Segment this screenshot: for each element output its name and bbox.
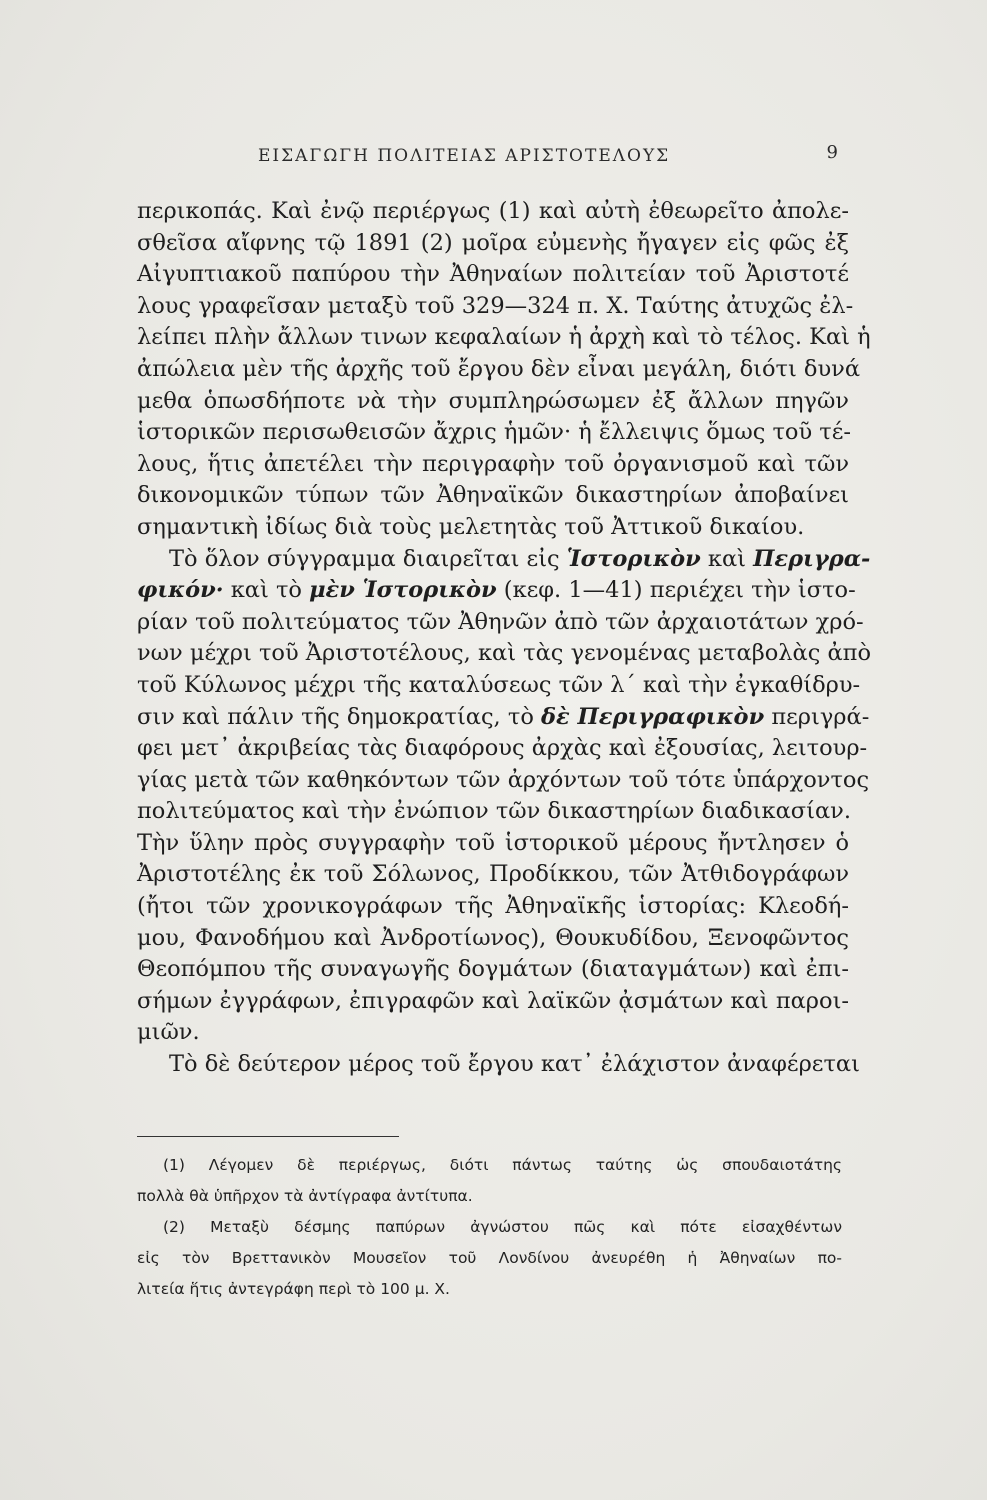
footnote-divider [137,1136,399,1137]
text-line: Θεοπόμπου τῆς συναγωγῆς δογμάτων (διαταγμάτων) καὶ ἐπι- [137,956,849,983]
text-run: Τὸ ὅλον σύγγραμμα διαιρεῖται εἰς [169,545,567,572]
text-line: γίας μετὰ τῶν καθηκόντων τῶν ἀρχόντων τοῦ τότε ὑπάρχοντος [137,766,870,793]
footnote-line: εἰς τὸν Βρεττανικὸν Μουσεῖον τοῦ Λονδίνου ἀνευρέθη ἡ Ἀθηναίων πο- [137,1249,842,1267]
footnote-line: λιτεία ἥτις ἀντεγράφη περὶ τὸ 100 μ. Χ. [137,1280,450,1298]
text-line: σθεῖσα αἴφνης τῷ 1891 (2) μοῖρα εὐμενὴς ἤγαγεν εἰς φῶς ἐξ [137,229,849,256]
text-line: λους, ἥτις ἀπετέλει τὴν περιγραφὴν τοῦ ὀργανισμοῦ καὶ τῶν [137,450,849,477]
text-line: ἱστορικῶν περισωθεισῶν ἄχρις ἡμῶν· ἡ ἔλλειψις ὅμως τοῦ τέ- [137,419,852,446]
text-line: Τὴν ὕλην πρὸς συγγραφὴν τοῦ ἱστορικοῦ μέρους ἤντλησεν ὁ [137,829,849,856]
text-line: πολιτεύματος καὶ τὴν ἐνώπιον τῶν δικαστηρίων διαδικασίαν. [137,798,851,825]
text-run: σιν καὶ πάλιν τῆς δημοκρατίας, τὸ [137,703,542,730]
text-run: καὶ τὸ [223,577,310,604]
emphasis-historical: Ἱστορικὸν [566,545,701,572]
text-line: δικονομικῶν τύπων τῶν Ἀθηναϊκῶν δικαστηρίων ἀποβαίνει [137,482,849,509]
text-line: τοῦ Κύλωνος μέχρι τῆς καταλύσεως τῶν λ΄ καὶ τὴν ἐγκαθίδρυ- [137,671,861,698]
text-line: μου, Φανοδήμου καὶ Ἀνδροτίωνος), Θουκυδίδου, Ξενοφῶντος [137,924,849,951]
text-line [137,575,856,607]
text-line: (ἤτοι τῶν χρονικογράφων τῆς Ἀθηναϊκῆς ἱστορίας: Κλεοδή- [137,893,849,920]
text-line: μιῶν. [137,1019,200,1046]
emphasis-descriptive-part: δὲ Περιγραφικὸν [541,703,765,730]
text-line [137,544,871,576]
text-line: μεθα ὁπωσδήποτε νὰ τὴν συμπληρώσωμεν ἐξ ἄλλων πηγῶν [137,387,849,414]
running-header [258,142,838,166]
text-line: Ἀριστοτέλης ἐκ τοῦ Σόλωνος, Προδίκκου, τῶν Ἀτθιδογράφων [137,861,849,888]
emphasis-descriptive-end: φικόν· [137,577,224,604]
text-line: Τὸ δὲ δεύτερον μέρος τοῦ ἔργου κατ᾽ ἐλάχιστον ἀναφέρεται [169,1051,860,1078]
text-line: σήμων ἐγγράφων, ἐπιγραφῶν καὶ λαϊκῶν ᾀσμάτων καὶ παροι- [137,987,849,1014]
text-line: σημαντικὴ ἰδίως διὰ τοὺς μελετητὰς τοῦ Ἀττικοῦ δικαίου. [137,513,805,540]
text-run: περιγρά- [764,703,870,730]
footnotes [137,1150,842,1305]
text-line: φει μετ᾽ ἀκριβείας τὰς διαφόρους ἀρχὰς καὶ ἐξουσίας, λειτουρ- [137,735,868,762]
text-line: λους γραφεῖσαν μεταξὺ τοῦ 329—324 π. Χ. Ταύτης ἀτυχῶς ἐλ- [137,292,854,319]
text-run: καὶ [700,545,754,572]
text-run: (κεφ. 1—41) περιέχει τὴν ἱστο- [496,577,856,604]
text-line: νων μέχρι τοῦ Ἀριστοτέλους, καὶ τὰς γενομένας μεταβολὰς ἀπὸ [137,640,872,667]
text-line [137,702,870,734]
footnote-line: (2) Μεταξὺ δέσμης παπύρων ἀγνώστου πῶς καὶ πότε εἰσαχθέντων [163,1218,842,1236]
emphasis-historical-part: μὲν Ἱστορικὸν [309,577,497,604]
text-line: λείπει πλὴν ἄλλων τινων κεφαλαίων ἡ ἀρχὴ καὶ τὸ τέλος. Καὶ ἡ [137,324,871,351]
text-line: ἀπώλεια μὲν τῆς ἀρχῆς τοῦ ἔργου δὲν εἶναι μεγάλη, διότι δυνά [137,355,861,382]
text-line: περικοπάς. Καὶ ἐνῷ περιέργως (1) καὶ αὐτὴ ἐθεωρεῖτο ἀπολε- [137,198,849,224]
main-text [137,196,872,1081]
footnote-line: (1) Λέγομεν δὲ περιέργως, διότι πάντως ταύτης ὡς σπουδαιοτάτης [163,1156,842,1174]
running-title: ΕΙΣΑΓΩΓΗ ΠΟΛΙΤΕΙΑΣ ΑΡΙΣΤΟΤΕΛΟΥΣ [258,146,671,166]
text-line: ρίαν τοῦ πολιτεύματος τῶν Ἀθηνῶν ἀπὸ τῶν ἀρχαιοτάτων χρό- [137,608,864,635]
emphasis-descriptive: Περιγρα- [753,545,871,572]
text-line: Αἰγυπτιακοῦ παπύρου τὴν Ἀθηναίων πολιτείαν τοῦ Ἀριστοτέ [137,261,849,288]
footnote-line: πολλὰ θὰ ὑπῆρχον τὰ ἀντίγραφα ἀντίτυπα. [137,1187,473,1205]
page-number: 9 [826,142,838,163]
